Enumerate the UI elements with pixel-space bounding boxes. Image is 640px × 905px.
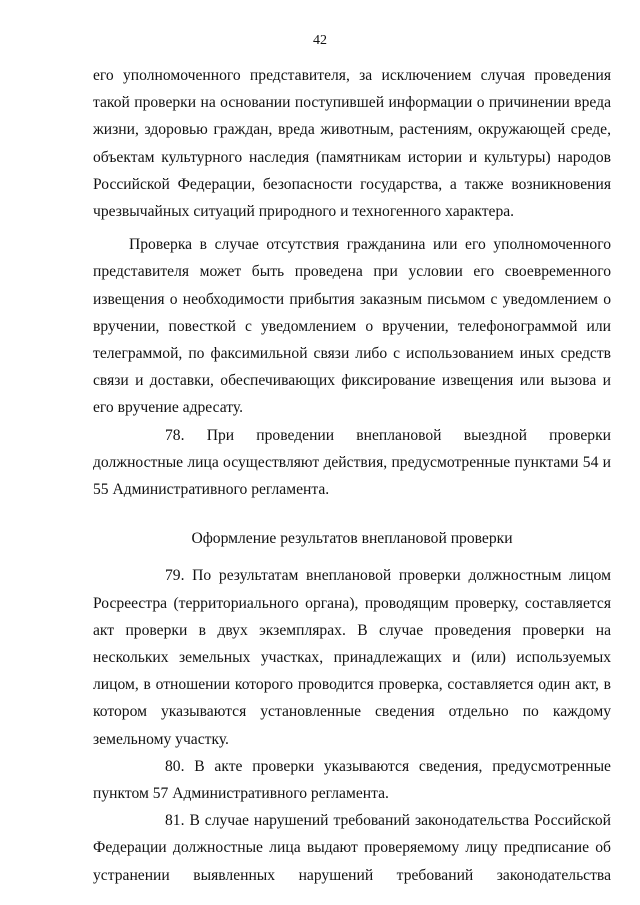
paragraph-text: В акте проверки указываются сведения, предусмотренные пунктом 57 Административного регламента.: [93, 757, 611, 803]
paragraph-text: При проведении внеплановой выездной проверки должностные лица осуществляют действия, предусмотренные пунктами 54 и 55 Административного регламента.: [93, 426, 611, 499]
numbered-paragraph-78: [93, 422, 611, 504]
numbered-paragraph-81: [93, 807, 611, 889]
paragraph-continuation: его уполномоченного представителя, за исключением случая проведения такой проверки на основании поступившей информации о причинении вреда жизни, здоровью граждан, вреда животным, растениям, окружающей среде, объектам культурного наследия (памятникам истории и культуры) народов Российской Федерации, безопасности государства, а также возникновения чрезвычайных ситуаций природного и техногенного характера.: [93, 67, 611, 221]
numbered-paragraph-79: [93, 562, 611, 752]
paragraph-number: 78.: [165, 426, 185, 444]
numbered-paragraph-80: [93, 753, 611, 807]
paragraph-text: По результатам внеплановой проверки должностным лицом Росреестра (территориального органа), проводящим проверку, составляется акт проверки в двух экземплярах. В случае проведения проверки на нескольких земельных участках, принадлежащих и (или) используемых лицом, в отношении которого проводится проверка, составляется один акт, в котором указываются установленные сведения отдельно по каждому земельному участку.: [93, 567, 611, 748]
page-number: 42: [313, 33, 327, 48]
section-heading: Оформление результатов внеплановой проверки: [191, 530, 513, 548]
document-body: [93, 62, 611, 889]
paragraph-number: 81.: [165, 812, 185, 830]
paragraph-number: 79.: [165, 567, 185, 585]
paragraph-number: 80.: [165, 757, 185, 775]
paragraph-text: В случае нарушений требований законодательства Российской Федерации должностные лица выдают проверяемому лицу предписание об устранении выявленных нарушений требований законодательства: [93, 812, 611, 884]
paragraph: Проверка в случае отсутствия гражданина или его уполномоченного представителя может быть проведена при условии его своевременного извещения о необходимости прибытия заказным письмом с уведомлением о вручении, повесткой с уведомлением о вручении, телефонограммой или телеграммой, по факсимильной связи либо с использованием иных средств связи и доставки, обеспечивающих фиксирование извещения или вызова и его вручение адресату.: [93, 236, 611, 417]
